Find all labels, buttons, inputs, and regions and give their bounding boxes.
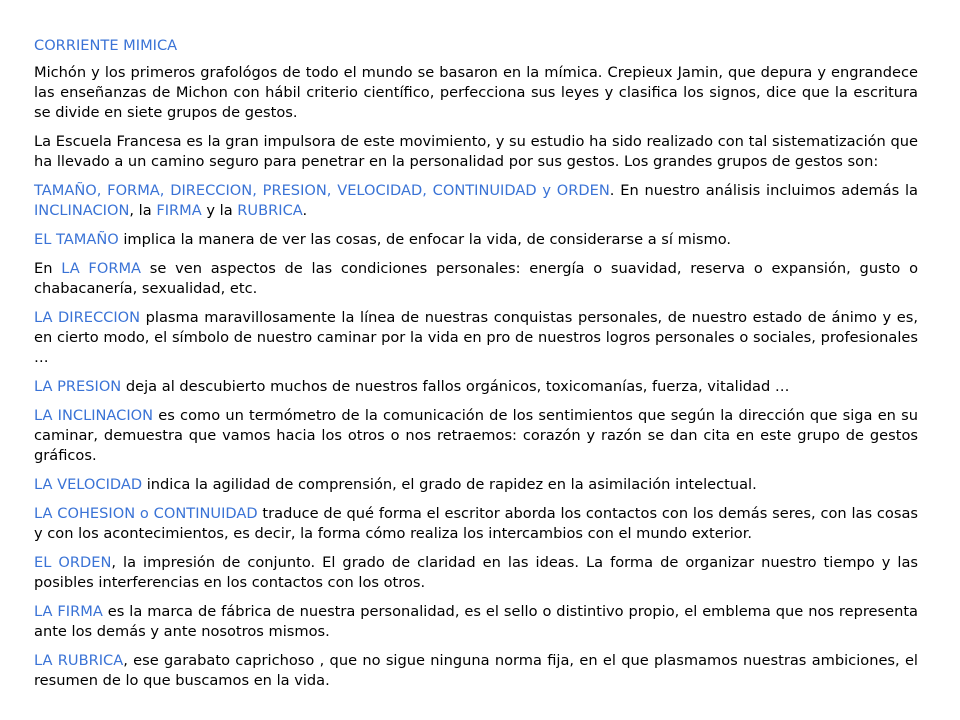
paragraph-text: La Escuela Francesa es la gran impulsora de este movimiento, y su estudio ha sido realizado con tal sistematización que ha llevado a un camino seguro para penetrar en la personalidad por sus gestos. Los grandes grupos de gestos son: [34,133,918,170]
highlighted-term: LA INCLINACION [34,407,154,424]
paragraph-text: . [302,202,308,219]
paragraph [34,259,918,299]
highlighted-term: INCLINACION [34,202,130,219]
paragraph-text: Michón y los primeros grafológos de todo el mundo se basaron en la mímica. Crepieux Jamin, que depura y engrandece las enseñanzas de Michon con hábil criterio científico, perfecciona sus leyes y clasifica los signos, dice que la escritura se divide en siete grupos de gestos. [34,64,918,121]
slide-content [34,36,918,700]
paragraph-text: . En nuestro análisis incluimos además la [609,182,918,199]
paragraph [34,377,918,397]
highlighted-term: EL ORDEN [34,554,112,571]
paragraph-text: implica la manera de ver las cosas, de enfocar la vida, de considerarse a sí mismo. [118,231,732,248]
paragraph-text: y la [201,202,238,219]
paragraph [34,553,918,593]
paragraph [34,63,918,123]
paragraph [34,230,918,250]
paragraph [34,504,918,544]
paragraph-text: , ese garabato caprichoso , que no sigue ninguna norma fija, en el que plasmamos nuestras ambiciones, el resumen de lo que buscamos en la vida. [34,652,918,689]
highlighted-term: LA RUBRICA [34,652,124,669]
paragraph [34,132,918,172]
highlighted-term: TAMAÑO, FORMA, DIRECCION, PRESION, VELOCIDAD, CONTINUIDAD y ORDEN [34,182,610,199]
paragraph-text: En [34,260,62,277]
highlighted-term: FIRMA [156,202,202,219]
paragraph-text: plasma maravillosamente la línea de nuestras conquistas personales, de nuestro estado de ánimo y es, en cierto modo, el símbolo de nuestro caminar por la vida en pro de nuestros logros personales o sociales, profesionales … [34,309,918,366]
paragraph-text: se ven aspectos de las condiciones personales: energía o suavidad, reserva o expansión, gusto o chabacanería, sexualidad, etc. [34,260,918,297]
highlighted-term: LA FIRMA [34,603,103,620]
paragraph [34,651,918,691]
highlighted-term: LA COHESION o CONTINUIDAD [34,505,258,522]
highlighted-term: LA DIRECCION [34,309,141,326]
highlighted-term: EL TAMAÑO [34,231,119,248]
paragraph-text: es la marca de fábrica de nuestra personalidad, es el sello o distintivo propio, el emblema que nos representa ante los demás y ante nosotros mismos. [34,603,918,640]
paragraph-text: , la [129,202,157,219]
paragraph-text: , la impresión de conjunto. El grado de claridad en las ideas. La forma de organizar nuestro tiempo y las posibles interferencias en los contactos con los otros. [34,554,918,591]
paragraph [34,602,918,642]
paragraph-text: indica la agilidad de comprensión, el grado de rapidez en la asimilación intelectual. [142,476,757,493]
highlighted-term: LA FORMA [61,260,142,277]
paragraph [34,181,918,221]
highlighted-term: LA VELOCIDAD [34,476,143,493]
paragraph-text: deja al descubierto muchos de nuestros fallos orgánicos, toxicomanías, fuerza, vitalidad … [121,378,790,395]
highlighted-term: RUBRICA [237,202,303,219]
paragraph [34,406,918,466]
paragraph-text: es como un termómetro de la comunicación de los sentimientos que según la dirección que siga en su caminar, demuestra que vamos hacia los otros o nos retraemos: corazón y razón se dan cita en este grupo de gestos gráficos. [34,407,918,464]
highlighted-term: LA PRESION [34,378,122,395]
paragraph-list [34,63,918,691]
paragraph [34,475,918,495]
section-heading: CORRIENTE MIMICA [34,37,178,54]
paragraph-text: traduce de qué forma el escritor aborda los contactos con los demás seres, con las cosas y con los acontecimientos, es decir, la forma cómo realiza los intercambios con el mundo exterior. [34,505,918,542]
paragraph [34,308,918,368]
